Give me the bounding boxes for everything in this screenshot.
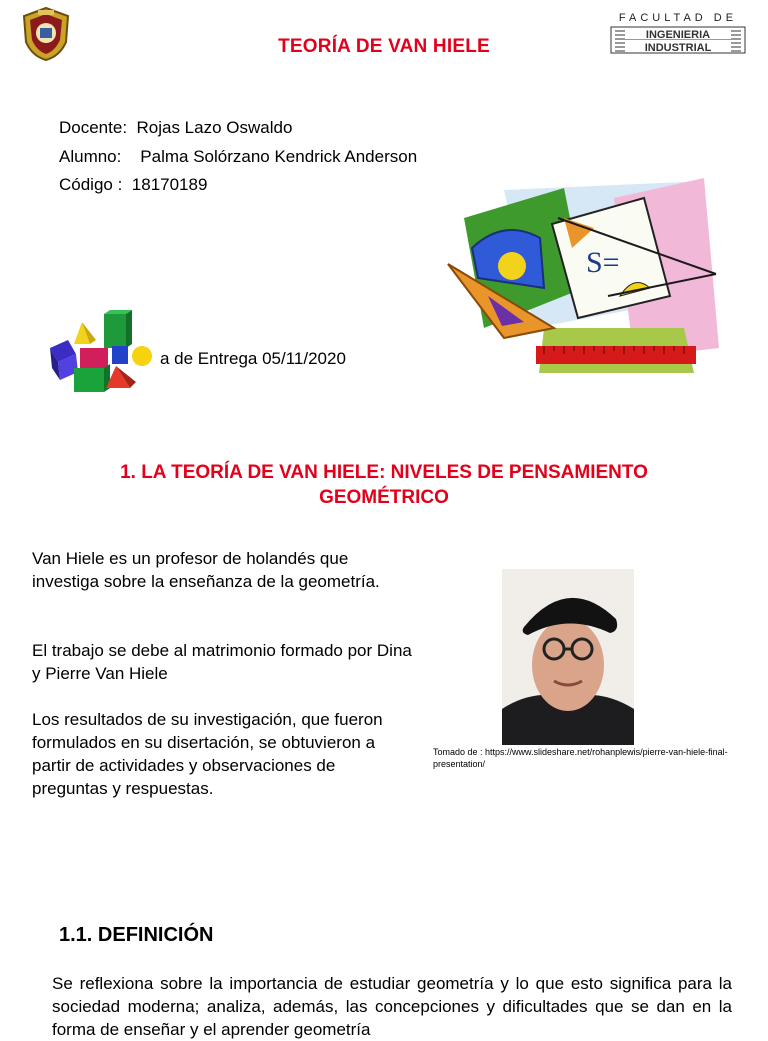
codigo-label: Código : [59,175,123,194]
alumno-line [59,147,417,167]
faculty-logo [608,12,748,58]
docente-label: Docente: [59,118,128,137]
faculty-label: FACULTAD DE [618,12,738,24]
geometric-solids-image [46,310,156,396]
docente-value: Rojas Lazo Oswaldo [136,118,293,137]
faculty-line2: INDUSTRIAL [644,42,712,54]
alumno-label: Alumno: [59,147,122,166]
page-title: TEORÍA DE VAN HIELE [278,36,490,57]
subsection-text: Se reflexiona sobre la importancia de estudiar geometría y lo que esto significa para la sociedad moderna; analiza, además, las concepciones y dificultades que se dan en la forma de enseñar y el aprender geometría [52,974,732,1039]
van-hiele-photo [502,569,634,745]
subsection-title: 1.1. DEFINICIÓN [59,924,214,946]
delivery-date: a de Entrega 05/11/2020 [160,349,346,368]
paragraph-2: El trabajo se debe al matrimonio formado por Dina y Pierre Van Hiele [32,641,412,683]
photo-caption: Tomado de : https://www.slideshare.net/rohanplewis/pierre-van-hiele-final-presentation/ [433,747,728,769]
paragraph-3: Los resultados de su investigación, que fueron formulados en su disertación, se obtuvieron a partir de actividades y observaciones de preguntas y respuestas. [32,710,383,798]
faculty-logo-icon [608,26,748,54]
section-title [30,460,738,510]
paragraph-1: Van Hiele es un profesor de holandés que investiga sobre la enseñanza de la geometría. [32,549,380,591]
codigo-line [59,175,207,195]
geometry-tools-image [444,178,724,378]
section-title-line1: 1. LA TEORÍA DE VAN HIELE: NIVELES DE PENSAMIENTO [120,462,648,483]
svg-text:S=: S= [586,246,620,279]
section-title-line2: GEOMÉTRICO [319,487,449,508]
faculty-line1: INGENIERIA [645,29,711,41]
docente-line [59,118,292,138]
alumno-value: Palma Solórzano Kendrick Anderson [140,147,418,166]
codigo-value: 18170189 [131,175,208,194]
